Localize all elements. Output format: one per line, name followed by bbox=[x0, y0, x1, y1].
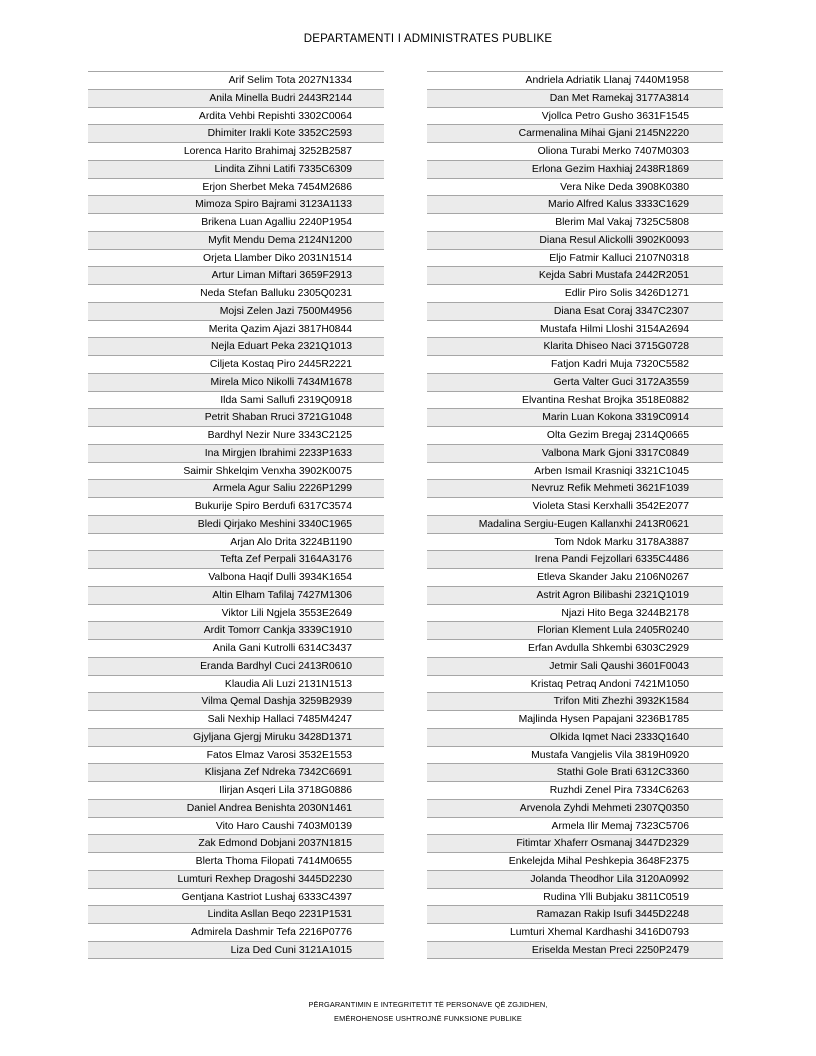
list-item: Trifon Miti Zhezhi 3932K1584 bbox=[427, 692, 723, 710]
list-item: Anila Minella Budri 2443R2144 bbox=[88, 89, 384, 107]
list-item: Blerta Thoma Filopati 7414M0655 bbox=[88, 852, 384, 870]
list-item: Ardita Vehbi Repishti 3302C0064 bbox=[88, 107, 384, 125]
list-item: Bardhyl Nezir Nure 3343C2125 bbox=[88, 426, 384, 444]
list-item: Kejda Sabri Mustafa 2442R2051 bbox=[427, 266, 723, 284]
list-item: Vera Nike Deda 3908K0380 bbox=[427, 178, 723, 196]
list-item: Ramazan Rakip Isufi 3445D2248 bbox=[427, 905, 723, 923]
list-item: Erjon Sherbet Meka 7454M2686 bbox=[88, 178, 384, 196]
list-item: Merita Qazim Ajazi 3817H0844 bbox=[88, 320, 384, 338]
list-item: Erlona Gezim Haxhiaj 2438R1869 bbox=[427, 160, 723, 178]
list-item: Gerta Valter Guci 3172A3559 bbox=[427, 373, 723, 391]
list-item: Sali Nexhip Hallaci 7485M4247 bbox=[88, 710, 384, 728]
list-item: Fitimtar Xhaferr Osmanaj 3447D2329 bbox=[427, 834, 723, 852]
list-item: Astrit Agron Bilibashi 2321Q1019 bbox=[427, 586, 723, 604]
list-item: Arjan Alo Drita 3224B1190 bbox=[88, 533, 384, 551]
list-item: Blerim Mal Vakaj 7325C5808 bbox=[427, 213, 723, 231]
list-item: Lindita Asllan Beqo 2231P1531 bbox=[88, 905, 384, 923]
list-item: Kristaq Petraq Andoni 7421M1050 bbox=[427, 675, 723, 693]
list-item: Dhimiter Irakli Kote 3352C2593 bbox=[88, 124, 384, 142]
list-item: Stathi Gole Brati 6312C3360 bbox=[427, 763, 723, 781]
list-item: Eranda Bardhyl Cuci 2413R0610 bbox=[88, 657, 384, 675]
list-item: Klaudia Ali Luzi 2131N1513 bbox=[88, 675, 384, 693]
list-item: Erfan Avdulla Shkembi 6303C2929 bbox=[427, 639, 723, 657]
list-item: Ruzhdi Zenel Pira 7334C6263 bbox=[427, 781, 723, 799]
list-item: Zak Edmond Dobjani 2037N1815 bbox=[88, 834, 384, 852]
left-name-list bbox=[88, 71, 384, 959]
list-item: Liza Ded Cuni 3121A1015 bbox=[88, 941, 384, 959]
list-item: Ardit Tomorr Cankja 3339C1910 bbox=[88, 621, 384, 639]
list-item: Carmenalina Mihai Gjani 2145N2220 bbox=[427, 124, 723, 142]
list-item: Altin Elham Tafilaj 7427M1306 bbox=[88, 586, 384, 604]
list-item: Violeta Stasi Kerxhalli 3542E2077 bbox=[427, 497, 723, 515]
list-item: Madalina Sergiu-Eugen Kallanxhi 2413R0621 bbox=[427, 515, 723, 533]
list-item: Arif Selim Tota 2027N1334 bbox=[88, 71, 384, 89]
list-item: Mario Alfred Kalus 3333C1629 bbox=[427, 195, 723, 213]
list-item: Anila Gani Kutrolli 6314C3437 bbox=[88, 639, 384, 657]
list-item: Jetmir Sali Qaushi 3601F0043 bbox=[427, 657, 723, 675]
list-item: Valbona Haqif Dulli 3934K1654 bbox=[88, 568, 384, 586]
footer-line-2: EMËROHENOSE USHTROJNË FUNKSIONE PUBLIKE bbox=[334, 1014, 522, 1023]
list-item: Mimoza Spiro Bajrami 3123A1133 bbox=[88, 195, 384, 213]
list-item: Vito Haro Caushi 7403M0139 bbox=[88, 817, 384, 835]
list-item: Viktor Lili Ngjela 3553E2649 bbox=[88, 604, 384, 622]
list-item: Olta Gezim Bregaj 2314Q0665 bbox=[427, 426, 723, 444]
list-item: Ilda Sami Sallufi 2319Q0918 bbox=[88, 391, 384, 409]
list-item: Ciljeta Kostaq Piro 2445R2221 bbox=[88, 355, 384, 373]
list-item: Eriselda Mestan Preci 2250P2479 bbox=[427, 941, 723, 959]
list-item: Rudina Ylli Bubjaku 3811C0519 bbox=[427, 888, 723, 906]
list-item: Diana Esat Coraj 3347C2307 bbox=[427, 302, 723, 320]
page-title: DEPARTAMENTI I ADMINISTRATES PUBLIKE bbox=[303, 33, 553, 45]
list-item: Florian Klement Lula 2405R0240 bbox=[427, 621, 723, 639]
list-item: Irena Pandi Fejzollari 6335C4486 bbox=[427, 550, 723, 568]
list-item: Etleva Skander Jaku 2106N0267 bbox=[427, 568, 723, 586]
right-name-list bbox=[427, 71, 723, 959]
list-item: Fatjon Kadri Muja 7320C5582 bbox=[427, 355, 723, 373]
list-item: Edlir Piro Solis 3426D1271 bbox=[427, 284, 723, 302]
list-item: Petrit Shaban Rruci 3721G1048 bbox=[88, 408, 384, 426]
list-item: Daniel Andrea Benishta 2030N1461 bbox=[88, 799, 384, 817]
list-item: Eljo Fatmir Kalluci 2107N0318 bbox=[427, 249, 723, 267]
list-item: Nejla Eduart Peka 2321Q1013 bbox=[88, 337, 384, 355]
list-item: Brikena Luan Agalliu 2240P1954 bbox=[88, 213, 384, 231]
list-item: Enkelejda Mihal Peshkepia 3648F2375 bbox=[427, 852, 723, 870]
list-item: Admirela Dashmir Tefa 2216P0776 bbox=[88, 923, 384, 941]
list-item: Lindita Zihni Latifi 7335C6309 bbox=[88, 160, 384, 178]
list-item: Saimir Shkelqim Venxha 3902K0075 bbox=[88, 462, 384, 480]
list-item: Armela Ilir Memaj 7323C5706 bbox=[427, 817, 723, 835]
list-item: Mojsi Zelen Jazi 7500M4956 bbox=[88, 302, 384, 320]
list-item: Orjeta Llamber Diko 2031N1514 bbox=[88, 249, 384, 267]
list-item: Mustafa Hilmi Lloshi 3154A2694 bbox=[427, 320, 723, 338]
list-item: Njazi Hito Bega 3244B2178 bbox=[427, 604, 723, 622]
list-item: Lorenca Harito Brahimaj 3252B2587 bbox=[88, 142, 384, 160]
list-item: Ina Mirgjen Ibrahimi 2233P1633 bbox=[88, 444, 384, 462]
list-item: Diana Resul Alickolli 3902K0093 bbox=[427, 231, 723, 249]
list-item: Arvenola Zyhdi Mehmeti 2307Q0350 bbox=[427, 799, 723, 817]
list-item: Jolanda Theodhor Lila 3120A0992 bbox=[427, 870, 723, 888]
list-item: Tefta Zef Perpali 3164A3176 bbox=[88, 550, 384, 568]
list-item: Andriela Adriatik Llanaj 7440M1958 bbox=[427, 71, 723, 89]
list-item: Ilirjan Asqeri Lila 3718G0886 bbox=[88, 781, 384, 799]
list-item: Dan Met Ramekaj 3177A3814 bbox=[427, 89, 723, 107]
list-item: Gjyljana Gjergj Miruku 3428D1371 bbox=[88, 728, 384, 746]
list-item: Arben Ismail Krasniqi 3321C1045 bbox=[427, 462, 723, 480]
list-item: Lumturi Rexhep Dragoshi 3445D2230 bbox=[88, 870, 384, 888]
list-item: Gentjana Kastriot Lushaj 6333C4397 bbox=[88, 888, 384, 906]
list-item: Lumturi Xhemal Kardhashi 3416D0793 bbox=[427, 923, 723, 941]
list-item: Myfit Mendu Dema 2124N1200 bbox=[88, 231, 384, 249]
list-item: Bledi Qirjako Meshini 3340C1965 bbox=[88, 515, 384, 533]
list-item: Mirela Mico Nikolli 7434M1678 bbox=[88, 373, 384, 391]
list-item: Tom Ndok Marku 3178A3887 bbox=[427, 533, 723, 551]
list-item: Vjollca Petro Gusho 3631F1545 bbox=[427, 107, 723, 125]
list-item: Klisjana Zef Ndreka 7342C6691 bbox=[88, 763, 384, 781]
list-item: Bukurije Spiro Berdufi 6317C3574 bbox=[88, 497, 384, 515]
list-item: Majlinda Hysen Papajani 3236B1785 bbox=[427, 710, 723, 728]
list-item: Elvantina Reshat Brojka 3518E0882 bbox=[427, 391, 723, 409]
list-item: Nevruz Refik Mehmeti 3621F1039 bbox=[427, 479, 723, 497]
list-item: Vilma Qemal Dashja 3259B2939 bbox=[88, 692, 384, 710]
list-item: Marin Luan Kokona 3319C0914 bbox=[427, 408, 723, 426]
list-item: Armela Agur Saliu 2226P1299 bbox=[88, 479, 384, 497]
list-item: Artur Liman Miftari 3659F2913 bbox=[88, 266, 384, 284]
list-item: Valbona Mark Gjoni 3317C0849 bbox=[427, 444, 723, 462]
footer-line-1: PËRGARANTIMIN E INTEGRITETIT TË PERSONAVE QË ZGJIDHEN, bbox=[308, 1000, 548, 1009]
list-item: Neda Stefan Balluku 2305Q0231 bbox=[88, 284, 384, 302]
list-item: Mustafa Vangjelis Vila 3819H0920 bbox=[427, 746, 723, 764]
list-item: Oliona Turabi Merko 7407M0303 bbox=[427, 142, 723, 160]
list-item: Fatos Elmaz Varosi 3532E1553 bbox=[88, 746, 384, 764]
list-item: Olkida Iqmet Naci 2333Q1640 bbox=[427, 728, 723, 746]
list-item: Klarita Dhiseo Naci 3715G0728 bbox=[427, 337, 723, 355]
